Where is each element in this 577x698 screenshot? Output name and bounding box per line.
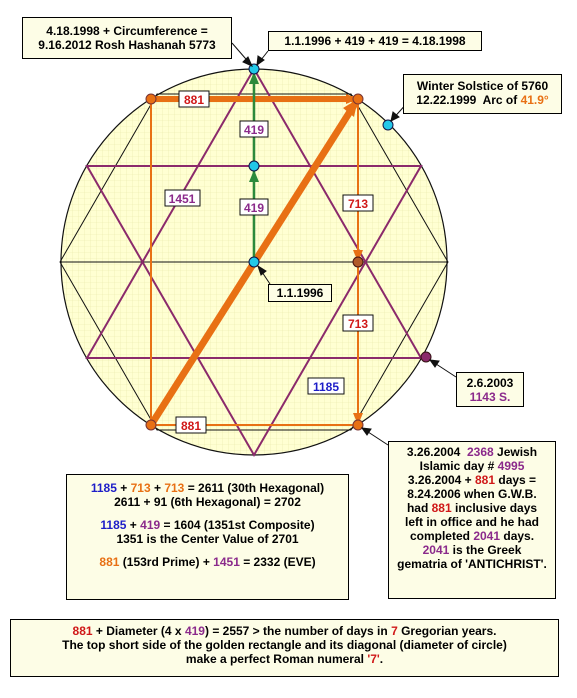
bottom-l3-c: . [379, 652, 384, 666]
rl-l3-date: 3.26.2004 + [407, 473, 472, 487]
eq-l5-rest: = 2332 (EVE) [243, 555, 316, 569]
rl-l6: left in office and he had [404, 515, 539, 529]
rl-l7-pre: completed [409, 529, 470, 543]
callout-top-right-text: 1.1.1996 + 419 + 419 = 4.18.1998 [284, 34, 466, 48]
rl-l1-date: 3.26.2004 [406, 445, 461, 459]
bottom-l1-mid2: ) = 2557 > the number of days in [204, 624, 388, 638]
bottom-l2: The top short side of the golden rectangle and its diagonal (diameter of circle) [62, 638, 507, 652]
eq-l4: 1351 is the Center Value of 2701 [116, 532, 299, 546]
rl-l1-num: 2368 [466, 445, 494, 459]
eq-l3-a: 1185 [100, 518, 127, 532]
eq-l5-b: 1451 [213, 555, 240, 569]
right-mid-value: 1143 [469, 390, 496, 404]
callout-center-date [268, 284, 332, 302]
right-mid-suffix: S. [499, 390, 511, 404]
winter-date: 12.22.1999 [416, 93, 477, 107]
node-top-right-corner [353, 94, 363, 104]
label-1185: 1185 [312, 380, 340, 394]
rl-l4: 8.24.2006 when G.W.B. [407, 487, 537, 501]
label-top-881: 881 [183, 93, 205, 107]
bottom-l1-b: 419 [184, 624, 205, 638]
label-713-upper: 713 [347, 197, 369, 211]
eq-l5-mid: (153rd Prime) + [122, 555, 210, 569]
rl-l1-word: Jewish [497, 445, 538, 459]
bottom-l1-mid: + Diameter (4 x [95, 624, 182, 638]
rl-l5-pre: had [406, 501, 429, 515]
rl-l7-num: 2041 [473, 529, 501, 543]
callout-top-left-line1: 4.18.1998 + Circumference = [46, 24, 208, 38]
label-bottom-881: 881 [180, 419, 202, 433]
callout-top-right [268, 31, 482, 51]
node-winter-solstice [383, 120, 393, 130]
callout-2-6-2003 [456, 372, 524, 407]
bottom-l1-end: Gregorian years. [401, 624, 497, 638]
rl-l9: gematria of 'ANTICHRIST'. [397, 557, 547, 571]
center-date-text: 1.1.1996 [276, 286, 324, 300]
connector-right-lower-arrow [362, 428, 371, 435]
eq-l5-a: 881 [99, 555, 120, 569]
rl-l2-text: Islamic day # [419, 459, 495, 473]
node-bottom-left-corner [146, 420, 156, 430]
callout-winter-solstice [403, 74, 562, 114]
callout-bottom [10, 619, 559, 677]
callout-equations: 1185 + 713 + 713 = 2611 (30th Hexagonal) 2611 + 91 (6th Hexagonal) = 2702 1185 + 419 = 1604 (1351st Composite) 1351 is the Center Value of 2701 881 (153rd Prime) + 1451 = 2332 (EVE) [66, 474, 349, 600]
winter-line1: Winter Solstice of 5760 [416, 79, 549, 93]
right-mid-date: 2.6.2003 [466, 376, 514, 390]
callout-3-26-2004 [388, 441, 556, 599]
connector-right-mid-arrow [430, 360, 439, 367]
winter-arc-value: 41.9° [520, 93, 549, 107]
node-right-mid [353, 257, 363, 267]
label-v419-lower: 419 [243, 201, 265, 215]
rl-l7-post: days. [503, 529, 535, 543]
eq-l1-a: 1185 [90, 481, 117, 495]
bottom-l3-a: make a perfect Roman numeral [185, 652, 364, 666]
eq-l2: 2611 + 91 (6th Hexagonal) = 2702 [114, 495, 301, 509]
eq-l3-b: 419 [140, 518, 161, 532]
rl-l2-num: 4995 [497, 459, 525, 473]
node-top-left-corner [146, 94, 156, 104]
winter-arc-text: Arc of [482, 93, 518, 107]
bottom-l3-b: '7' [367, 652, 380, 666]
callout-top-left [22, 17, 232, 59]
rl-l5-num: 881 [431, 501, 452, 515]
rl-l3-text: days = [498, 473, 537, 487]
label-1451: 1451 [168, 192, 196, 206]
rl-l3-num: 881 [475, 473, 496, 487]
label-713-lower: 713 [347, 317, 369, 331]
bottom-l1-c: 7 [391, 624, 398, 638]
node-2-6-2003 [421, 352, 431, 362]
rl-l5-post: inclusive days [455, 501, 538, 515]
eq-l1-c: 713 [164, 481, 185, 495]
eq-l1-rest: = 2611 (30th Hexagonal) [187, 481, 325, 495]
eq-l1-b: 713 [130, 481, 151, 495]
node-mid [249, 161, 259, 171]
eq-l3-rest: = 1604 (1351st Composite) [163, 518, 315, 532]
rl-l8-num: 2041 [422, 543, 450, 557]
label-v419-upper: 419 [243, 123, 265, 137]
node-bottom-right-corner [353, 420, 363, 430]
connector-top-left-arrow [243, 57, 252, 66]
rl-l8-post: is the Greek [452, 543, 522, 557]
callout-top-left-line2: 9.16.2012 Rosh Hashanah 5773 [38, 38, 216, 52]
bottom-l1-a: 881 [72, 624, 93, 638]
